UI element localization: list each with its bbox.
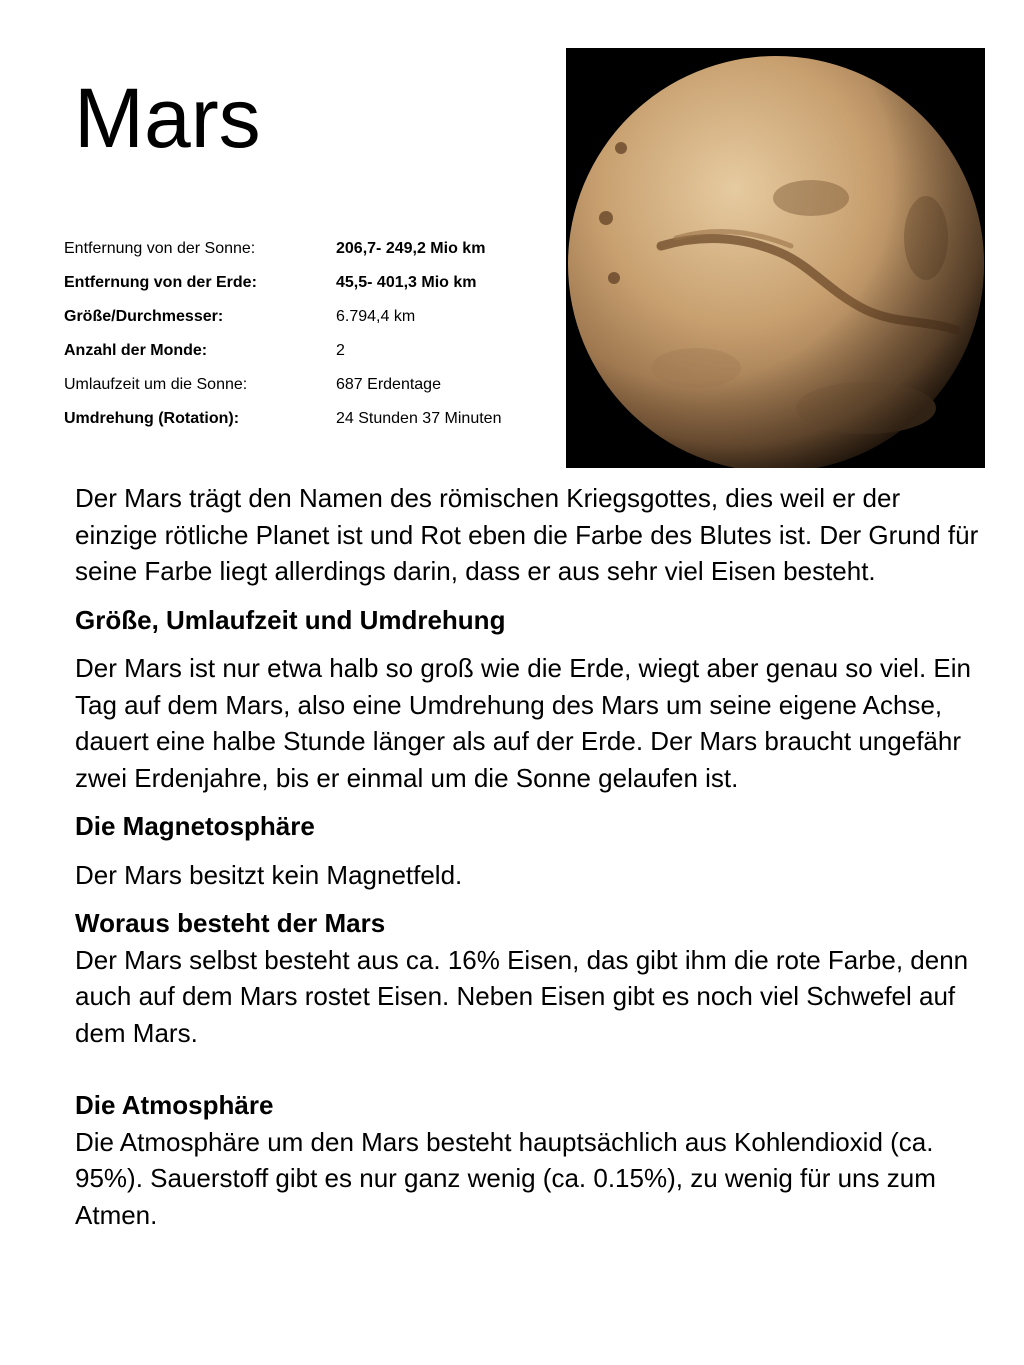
fact-value: 6.794,4 km (336, 308, 416, 325)
fact-value: 206,7- 249,2 Mio km (336, 240, 486, 257)
mars-planet-illustration (566, 48, 985, 468)
fact-value: 687 Erdentage (336, 376, 441, 393)
section-heading-size: Größe, Umlaufzeit und Umdrehung (75, 604, 506, 635)
fact-label: Umlaufzeit um die Sonne: (64, 376, 248, 393)
section-heading-atmosphere: Die Atmosphäre (75, 1090, 274, 1120)
fact-value: 24 Stunden 37 Minuten (336, 410, 502, 427)
section-heading-composition: Woraus besteht der Mars (75, 908, 386, 938)
section-heading-magnetosphere: Die Magnetosphäre (75, 811, 315, 841)
section-text-size: Der Mars ist nur etwa halb so groß wie die Erde, wiegt aber genau so viel. Ein Tag auf dem Mars, also eine Umdrehung des Mars um seine eigene Achse, dauert eine halbe Stunde länger als auf der Erde. Der Mars braucht ungefähr zwei Erdenjahre, bis er einmal um die Sonne gelaufen ist. (75, 653, 971, 793)
fact-value: 2 (336, 342, 345, 359)
mars-image (566, 48, 985, 468)
fact-row-rotation (64, 402, 554, 436)
section-text-composition: Der Mars selbst besteht aus ca. 16% Eisen, das gibt ihm die rote Farbe, denn auch auf dem Mars rostet Eisen. Neben Eisen gibt es noch viel Schwefel auf dem Mars. (75, 944, 969, 1048)
fact-row-earth-distance (64, 266, 554, 300)
fact-label: Anzahl der Monde: (64, 342, 208, 359)
section-text-atmosphere: Die Atmosphäre um den Mars besteht hauptsächlich aus Kohlendioxid (ca. 95%). Sauerstoff gibt es nur ganz wenig (ca. 0.15%), zu wenig für uns zum Atmen. (75, 1126, 936, 1230)
fact-label: Entfernung von der Erde: (64, 274, 257, 291)
fact-row-diameter (64, 300, 554, 334)
fact-label: Umdrehung (Rotation): (64, 410, 240, 427)
fact-row-orbit (64, 368, 554, 402)
fact-label: Größe/Durchmesser: (64, 308, 224, 325)
intro-paragraph: Der Mars trägt den Namen des römischen Kriegsgottes, dies weil er der einzige rötliche Planet ist und Rot eben die Farbe des Blutes ist. Der Grund für seine Farbe liegt allerdings darin, dass er aus sehr viel Eisen besteht. (75, 483, 979, 586)
fact-value: 45,5- 401,3 Mio km (336, 274, 477, 291)
page-title: Mars (74, 71, 261, 165)
spacer (75, 1051, 980, 1087)
fact-label: Entfernung von der Sonne: (64, 240, 256, 257)
fact-row-sun-distance (64, 232, 554, 266)
article-body (75, 480, 980, 1233)
facts-table (64, 232, 554, 436)
section-text-magnetosphere: Der Mars besitzt kein Magnetfeld. (75, 859, 463, 890)
fact-row-moons (64, 334, 554, 368)
